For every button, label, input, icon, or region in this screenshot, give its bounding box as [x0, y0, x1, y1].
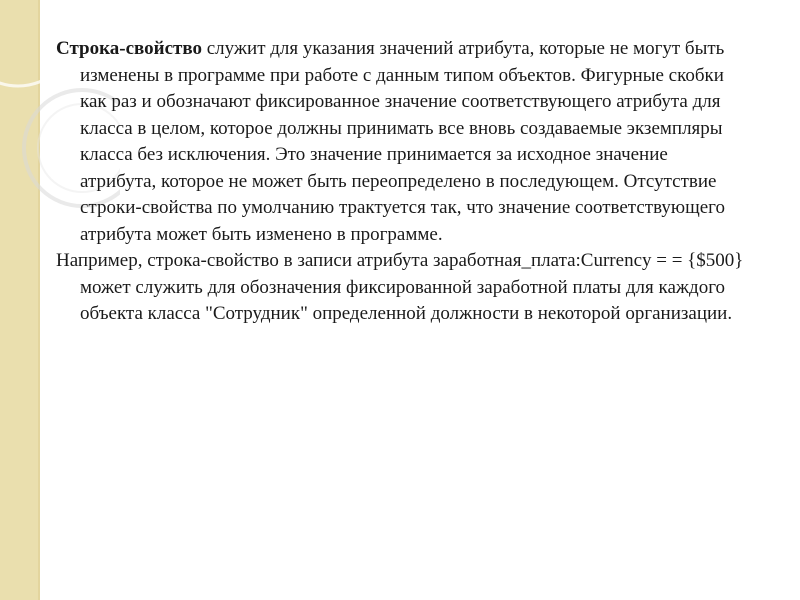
- definition-text: служит для указания значений атрибута, которые не могут быть изменены в программе при работе с данным типом объектов. Фигурные скобки как раз и обозначают фиксированное значение соответствующего атрибута для класса в целом, которое должны принимать все вновь создаваемые экземпляры класса без исключения. Это значение принимается за исходное значение атрибута, которое не может быть переопределено в последующем. Отсутствие строки-свойства по умолчанию трактуется так, что значение соответствующего атрибута может быть изменено в программе.: [80, 38, 725, 245]
- paragraph-definition: [56, 36, 746, 248]
- paragraph-example: [56, 248, 746, 328]
- slide-body: [56, 36, 746, 328]
- example-text: Например, строка-свойство в записи атрибута заработная_плата:Currency = = {$500} может служить для обозначения фиксированной заработной платы для каждого объекта класса "Сотрудник" определенной должности в некоторой организации.: [56, 250, 744, 324]
- term-bold: Строка-свойство: [56, 38, 202, 59]
